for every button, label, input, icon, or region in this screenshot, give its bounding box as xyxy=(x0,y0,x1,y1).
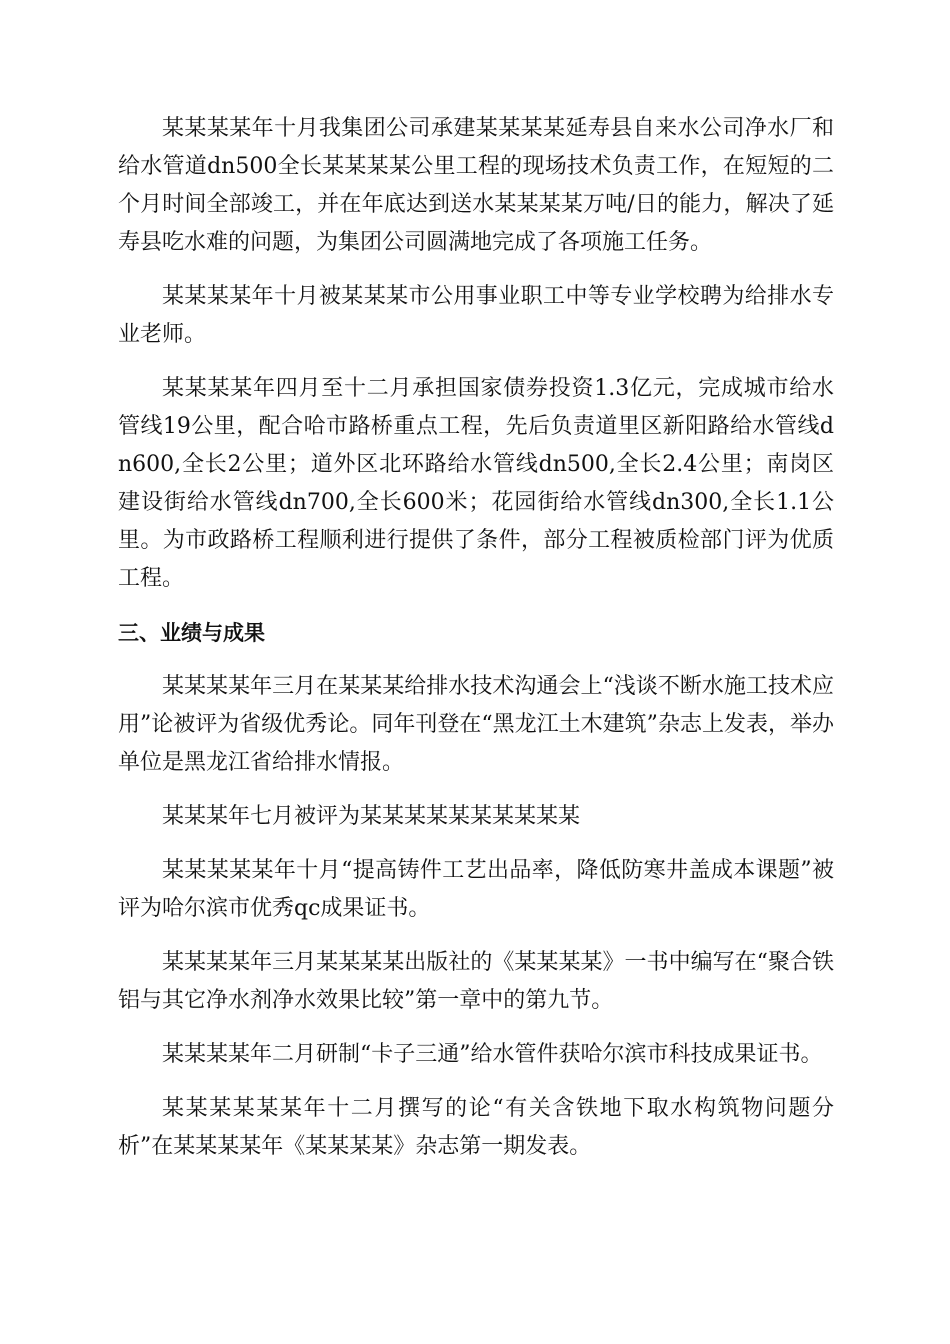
paragraph-tee-fitting: 某某某某年二月研制“卡子三通”给水管件获哈尔滨市科技成果证书。 xyxy=(162,1042,823,1067)
paragraph-teacher-appointment: 某某某某年十月被某某某市公用事业职工中等专业学校聘为给排水专业老师。 xyxy=(118,284,834,347)
paragraph-qc-certificate: 某某某某某年十月“提高铸件工艺出品率，降低防寒井盖成本课题”被评为哈尔滨市优秀qc成果证书。 xyxy=(118,858,834,921)
paragraph-journal-publication: 某某某某某某年十二月撰写的论“有关含铁地下取水构筑物问题分析”在某某某某年《某某某某》杂志第一期发表。 xyxy=(118,1096,834,1159)
paragraph-paper-award: 某某某某年三月在某某某给排水技术沟通会上“浅谈不断水施工技术应用”论被评为省级优秀论。同年刊登在“黑龙江土木建筑”杂志上发表，举办单位是黑龙江省给排水情报。 xyxy=(118,674,834,775)
paragraph-bond-investment: 某某某某年四月至十二月承担国家债券投资1.3亿元，完成城市给水管线19公里，配合哈市路桥重点工程，先后负责道里区新阳路给水管线dn600,全长2公里；道外区北环路给水管线dn500,全长2.4公里；南岗区建设街给水管线dn700,全长600米；花园街给水管线dn300,全长1.1公里。为市政路桥工程顺利进行提供了条件，部分工程被质检部门评为优质工程。 xyxy=(118,376,834,591)
paragraph-july-award: 某某某年七月被评为某某某某某某某某某某 xyxy=(162,804,581,829)
section-heading-achievements: 三、业绩与成果 xyxy=(118,621,265,645)
paragraph-jin-water-plant: 某某某某年十月我集团公司承建某某某某延寿县自来水公司净水厂和给水管道dn500全长某某某某公里工程的现场技术负责工作，在短短的二个月时间全部竣工，并在年底达到送水某某某某万吨/日的能力，解决了延寿县吃水难的问题，为集团公司圆满地完成了各项施工任务。 xyxy=(118,116,834,255)
document-page xyxy=(118,110,834,1182)
paragraph-book-chapter: 某某某某年三月某某某某出版社的《某某某某》一书中编写在“聚合铁铝与其它净水剂净水效果比较”第一章中的第九节。 xyxy=(118,950,834,1013)
